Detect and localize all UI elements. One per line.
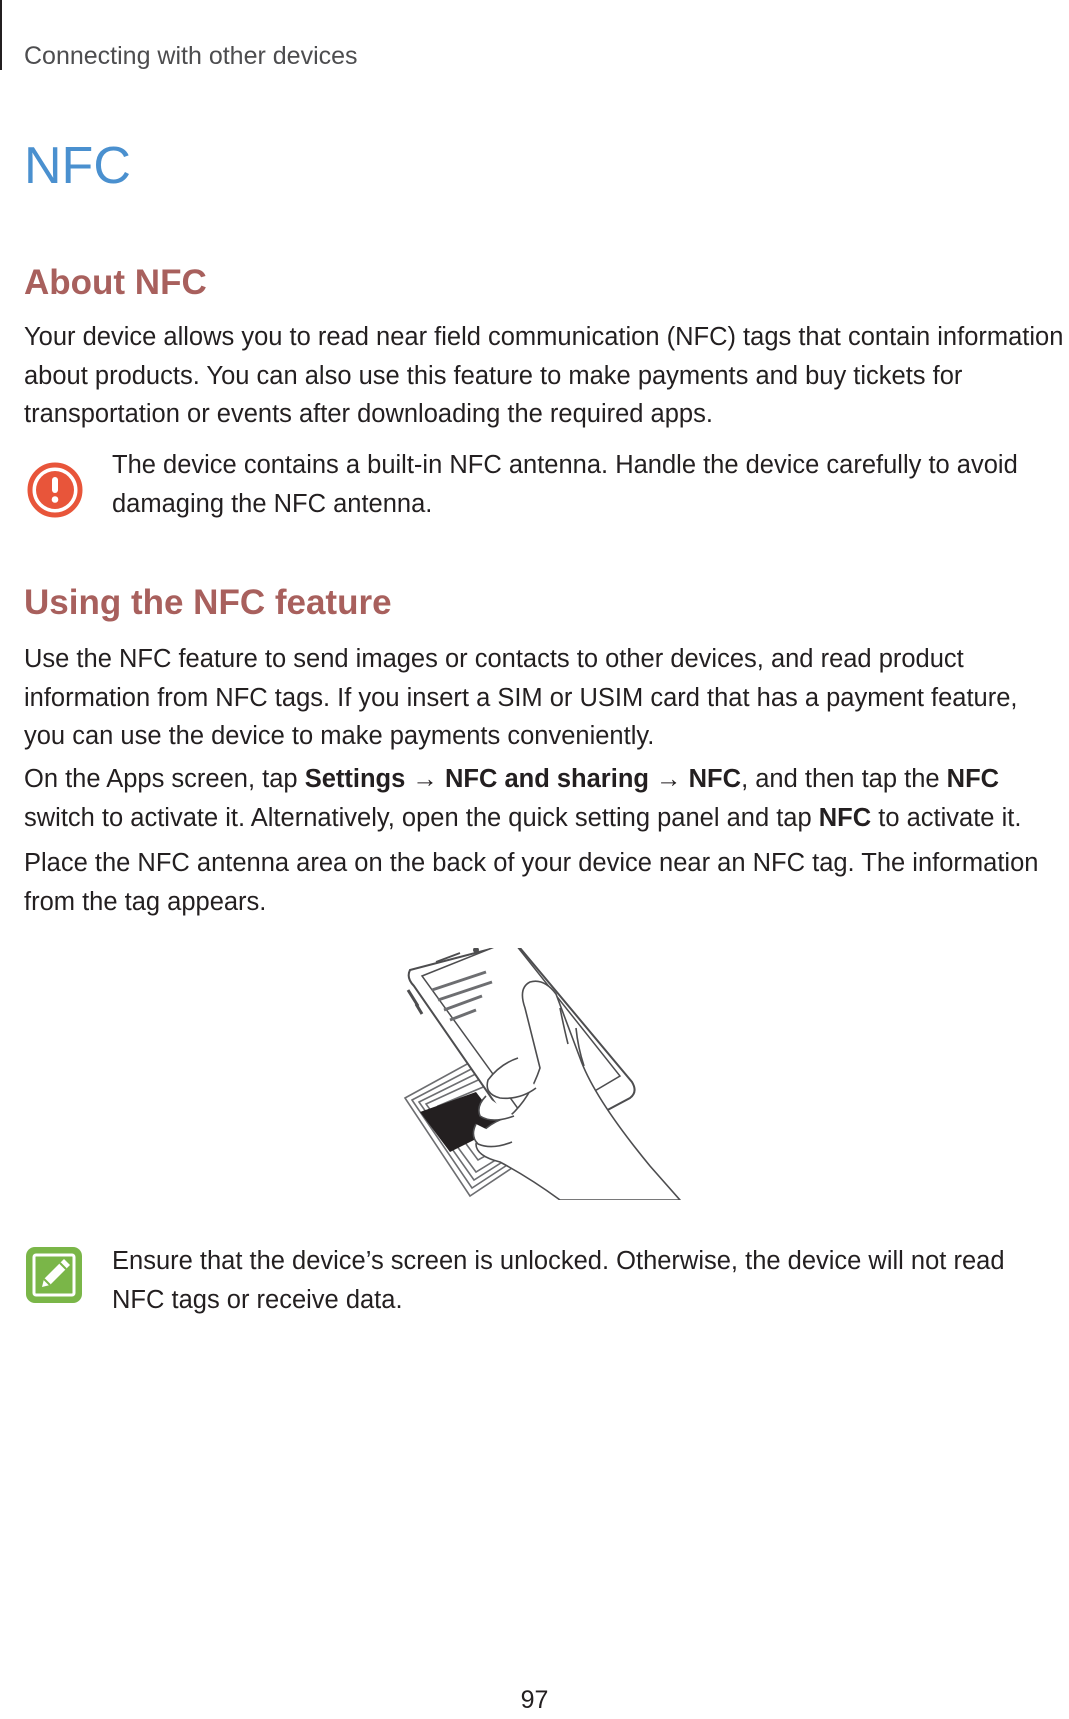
running-header: Connecting with other devices <box>24 42 358 70</box>
caution-icon <box>26 461 84 519</box>
quick-setting-nfc: NFC <box>818 803 872 832</box>
page-number: 97 <box>520 1686 549 1714</box>
nfc-switch-label: NFC <box>946 765 1000 793</box>
menu-nfc-and-sharing: NFC and sharing <box>444 765 649 793</box>
activation-steps: On the Apps screen, tap Settings → NFC and sharing → NFC, and then tap the NFC switch to activate it. Alternatively, open the quick setting panel and tap NFC to activate it. <box>24 765 1022 832</box>
section-heading-using-nfc: Using the NFC feature <box>24 583 392 622</box>
place-antenna-paragraph: Place the NFC antenna area on the back of your device near an NFC tag. The information from the tag appears. <box>24 849 1039 916</box>
using-nfc-intro: Use the NFC feature to send images or contacts to other devices, and read product information from NFC tags. If you insert a SIM or USIM card that has a payment feature, you can use the device to make payments conveniently. <box>24 645 1018 750</box>
about-nfc-paragraph: Your device allows you to read near field communication (NFC) tags that contain information about products. You can also use this feature to make payments and buy tickets for transportation or events after downloading the required apps. <box>24 323 1064 428</box>
page-title: NFC <box>24 137 131 195</box>
screen-unlock-note: Ensure that the device’s screen is unlocked. Otherwise, the device will not read NFC tags or receive data. <box>112 1247 1005 1314</box>
section-heading-about-nfc: About NFC <box>24 263 207 302</box>
header-rule <box>0 0 2 70</box>
menu-settings: Settings <box>304 765 406 793</box>
note-pencil-icon <box>24 1245 84 1305</box>
caution-note: The device contains a built-in NFC antenna. Handle the device carefully to avoid damaging the NFC antenna. <box>112 451 1018 518</box>
nfc-tag-illustration <box>380 948 720 1200</box>
menu-nfc: NFC <box>688 765 742 793</box>
